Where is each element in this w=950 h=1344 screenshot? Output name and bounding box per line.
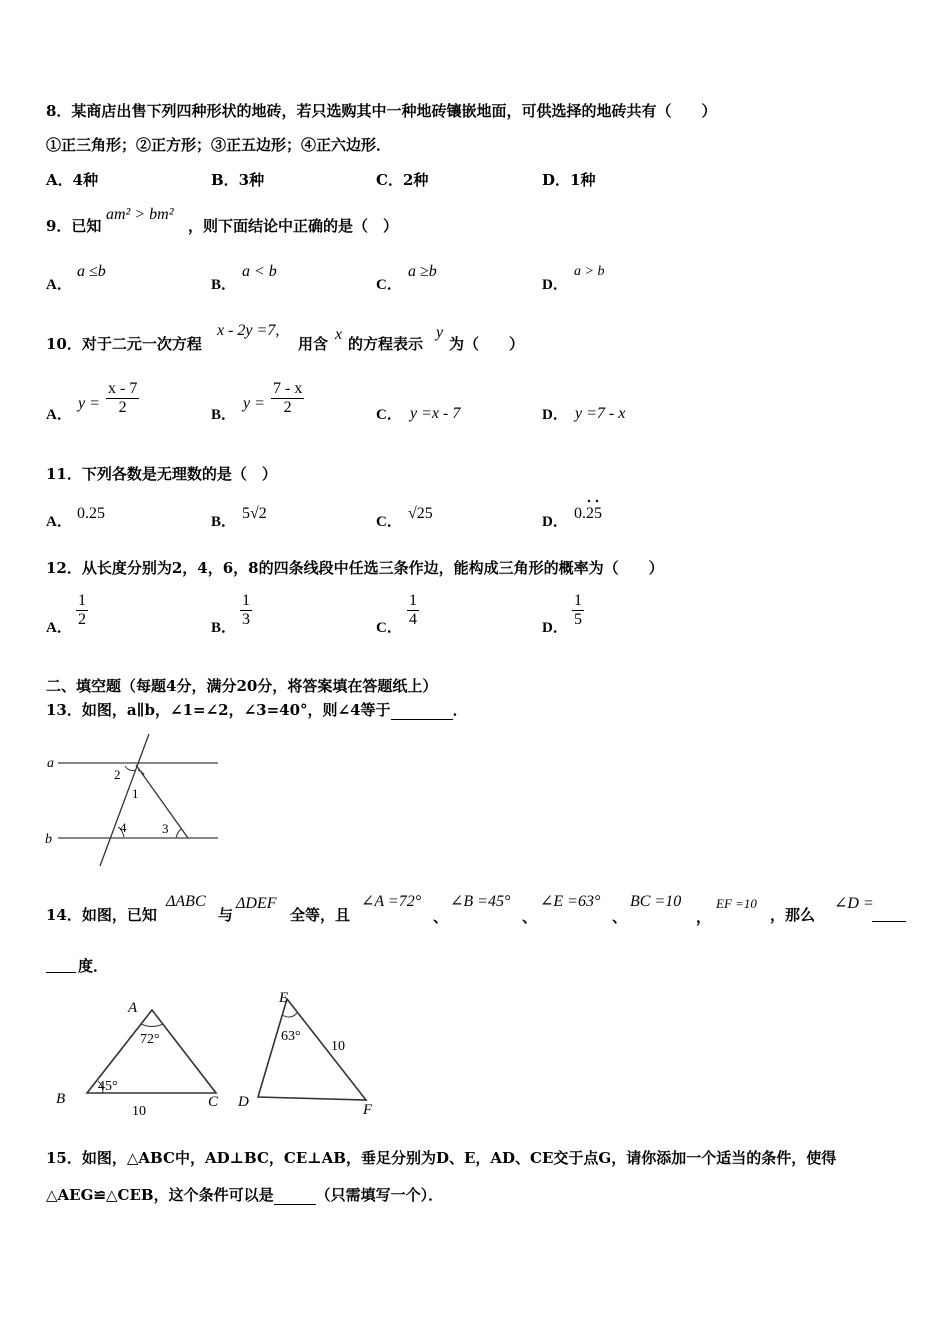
q15-line-2-text: △AEG≌△CEB，这个条件可以是 — [46, 1186, 274, 1204]
q12-option-d-denominator: 5 — [574, 611, 582, 628]
q8-stem: 8．某商店出售下列四种形状的地砖，若只选购其中一种地砖镶嵌地面，可供选择的地砖共有（ ） — [46, 102, 717, 120]
q9-stem-post: ，则下面结论中正确的是（ ） — [188, 217, 399, 235]
q10-option-a-numerator: x - 7 — [108, 380, 138, 397]
q10-option-a-fraction — [106, 380, 139, 417]
q13-transversal — [100, 734, 149, 866]
q8-option-b: B．3种 — [211, 171, 265, 189]
q10-var-y: y — [436, 324, 444, 341]
q9-label-b: B． — [211, 277, 237, 293]
q8-option-c: C．2种 — [376, 171, 429, 189]
q12-label-b: B． — [211, 620, 237, 636]
q15-line-1: 15．如图，△ABC中，AD⊥BC，CE⊥AB，垂足分别为D、E，AD、CE交于点G，请你添加一个适当的条件，使得 — [46, 1149, 837, 1167]
q13-label-1: 1 — [132, 786, 139, 801]
q10-option-d: y =7 - x — [575, 405, 626, 422]
q12-option-c-fraction — [407, 592, 419, 629]
q9-option-c: a ≥b — [408, 263, 437, 280]
q8-shapes: ①正三角形；②正方形；③正五边形；④正六边形． — [46, 136, 392, 154]
q12-option-b-fraction — [240, 592, 252, 629]
q14-sep-1: 、 — [433, 908, 449, 926]
q13-label-2: 2 — [114, 767, 121, 782]
q10-option-b-fraction — [271, 380, 304, 417]
q14-ask-angle-d: ∠D = — [834, 895, 874, 912]
q13-label-4: 4 — [120, 820, 127, 835]
q14-sep-2: 、 — [522, 908, 538, 926]
q14-angle-b-value: 45° — [98, 1079, 118, 1094]
q8-option-a: A．4种 — [46, 171, 99, 189]
q13-stem — [46, 700, 468, 720]
q12-option-d-fraction — [572, 592, 584, 629]
q10-stem-mid2: 的方程表示 — [348, 335, 424, 353]
q14-unit: 度． — [78, 957, 109, 975]
q14-arc-a — [141, 1024, 163, 1027]
q10-option-b-denominator: 2 — [283, 399, 292, 416]
q14-angle-e-value: 63° — [281, 1029, 301, 1044]
q14-cond-ef: EF =10 — [716, 896, 757, 911]
q14-label-f: F — [363, 1102, 373, 1118]
q14-label-e: E — [279, 990, 289, 1006]
q10-label-a: A． — [46, 407, 72, 423]
q13-figure — [40, 730, 225, 870]
q14-sep-4: ， — [696, 908, 712, 926]
q11-option-b: 5√2 — [242, 505, 267, 522]
q10-stem-mid1: 用含 — [298, 335, 329, 353]
q14-figure — [50, 985, 390, 1120]
q8-option-d: D．1种 — [542, 171, 596, 189]
section-2-title: 二、填空题（每题4分，满分20分，将答案填在答题纸上） — [46, 677, 438, 695]
q14-cond-angle-e: ∠E =63° — [540, 893, 601, 910]
q10-stem-post: 为（ ） — [449, 335, 525, 353]
q11-label-b: B． — [211, 514, 237, 530]
q9-stem-pre: 9．已知 — [46, 217, 102, 235]
q11-option-c: √25 — [408, 505, 433, 522]
q9-label-d: D． — [542, 277, 568, 293]
q10-option-a-lhs: y = — [78, 395, 100, 412]
q14-then: ，那么 — [770, 906, 816, 924]
q14-ef-length: 10 — [331, 1039, 345, 1054]
q11-label-a: A． — [46, 514, 72, 530]
q12-label-d: D． — [542, 620, 568, 636]
q13-angle-3-arc — [176, 829, 182, 838]
q14-cond-bc: BC =10 — [630, 893, 682, 910]
q14-with: 与 — [218, 906, 234, 924]
q9-label-a: A． — [46, 277, 72, 293]
q14-stem-pre: 14．如图，已知 — [46, 906, 157, 924]
q12-option-a-numerator: 1 — [78, 592, 86, 609]
q11-label-d: D． — [542, 514, 568, 530]
q14-cond-angle-a: ∠A =72° — [361, 893, 422, 910]
q12-option-b-numerator: 1 — [242, 592, 250, 609]
q10-stem-pre: 10．对于二元一次方程 — [46, 335, 202, 353]
q12-option-d-numerator: 1 — [574, 592, 582, 609]
q14-arc-e — [282, 1013, 297, 1017]
q11-repeating-dots — [586, 497, 606, 505]
q12-stem: 12．从长度分别为2，4，6，8的四条线段中任选三条作边，能构成三角形的概率为（ ） — [46, 559, 664, 577]
q10-option-a-denominator: 2 — [118, 399, 127, 416]
q12-label-a: A． — [46, 620, 72, 636]
q10-option-b-lhs: y = — [243, 395, 265, 412]
q13-stem-end: ． — [452, 701, 468, 719]
q14-label-d: D — [238, 1094, 249, 1110]
q15-line-2-end: （只需填写一个）． — [315, 1186, 444, 1204]
q9-option-b: a < b — [242, 263, 277, 280]
q12-option-c-numerator: 1 — [409, 592, 417, 609]
q10-label-b: B． — [211, 407, 237, 423]
q15-line-2 — [46, 1185, 443, 1205]
q10-option-c: y =x - 7 — [410, 405, 461, 422]
q14-triangle-2: ΔDEF — [236, 895, 277, 912]
q14-answer-blank-part1[interactable] — [872, 921, 906, 922]
q13-stem-text: 13．如图，a∥b，∠1=∠2，∠3=40°，则∠4等于 — [46, 701, 391, 719]
q12-option-a-denominator: 2 — [78, 611, 86, 628]
q9-label-c: C． — [376, 277, 402, 293]
q10-label-d: D． — [542, 407, 568, 423]
q11-label-c: C． — [376, 514, 402, 530]
q11-option-d: 0.25 — [574, 505, 602, 522]
q13-angle-2-arc — [125, 766, 136, 771]
q9-option-a: a ≤b — [77, 263, 106, 280]
q14-label-a: A — [128, 1000, 138, 1016]
q11-stem: 11．下列各数是无理数的是（ ） — [46, 465, 277, 483]
q13-answer-blank[interactable] — [391, 703, 453, 720]
q10-equation: x - 2y =7, — [217, 322, 280, 339]
q14-triangle-def — [258, 999, 366, 1100]
q13-label-a: a — [47, 756, 54, 771]
q14-bc-length: 10 — [132, 1104, 146, 1119]
q14-label-b: B — [56, 1091, 66, 1107]
q13-label-3: 3 — [162, 821, 169, 836]
q14-sep-3: 、 — [612, 908, 628, 926]
q12-option-b-denominator: 3 — [242, 611, 250, 628]
q12-option-c-denominator: 4 — [409, 611, 417, 628]
q14-answer-blank-part2[interactable] — [46, 972, 76, 973]
q13-label-b: b — [45, 832, 52, 847]
q12-option-a-fraction — [76, 592, 88, 629]
q10-option-b-numerator: 7 - x — [273, 380, 303, 397]
q11-option-a: 0.25 — [77, 505, 105, 522]
q10-var-x: x — [335, 326, 343, 343]
q14-angle-a-value: 72° — [140, 1032, 160, 1047]
q14-cond-angle-b: ∠B =45° — [450, 893, 511, 910]
q14-congruent: 全等，且 — [290, 906, 351, 924]
q15-answer-blank[interactable] — [274, 1188, 316, 1205]
q9-option-d: a > b — [574, 264, 605, 279]
q14-label-c: C — [208, 1094, 219, 1110]
q10-label-c: C． — [376, 407, 402, 423]
q9-condition: am² > bm² — [106, 206, 174, 223]
q14-triangle-1: ΔABC — [166, 893, 206, 910]
q12-label-c: C． — [376, 620, 402, 636]
